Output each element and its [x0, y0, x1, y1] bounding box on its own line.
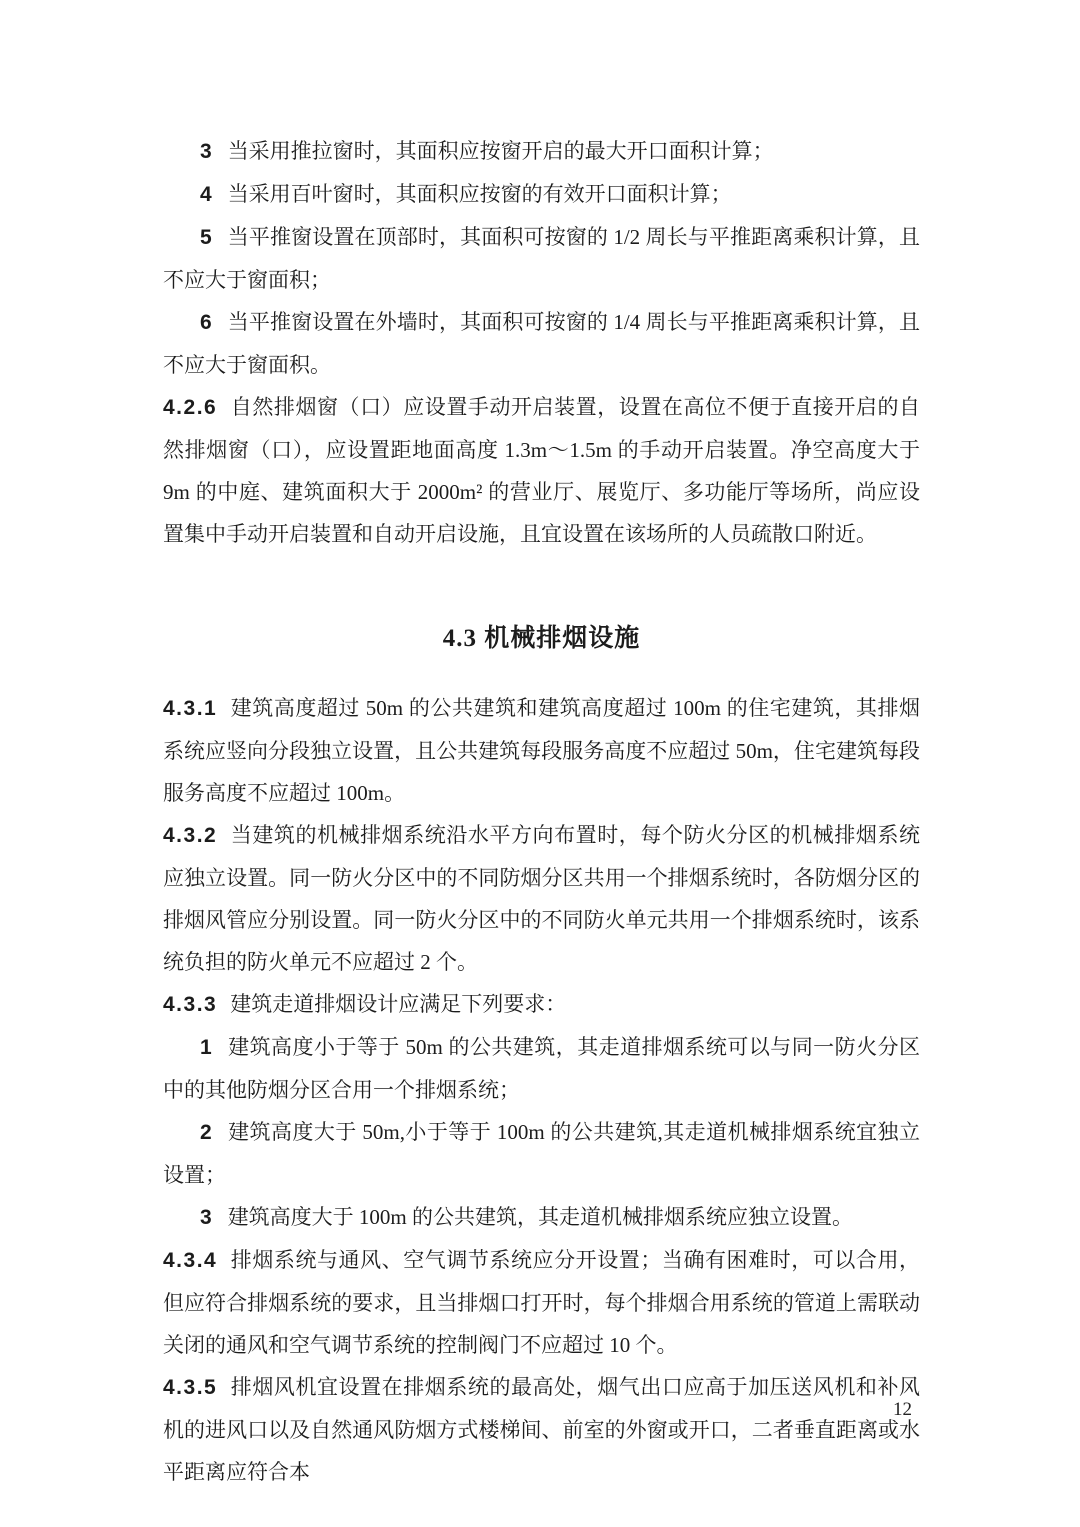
item-number: 2 — [200, 1121, 212, 1144]
item-text: 建筑高度大于 50m,小于等于 100m 的公共建筑,其走道机械排烟系统宜独立设置； — [163, 1120, 920, 1187]
clause-number: 4.2.6 — [163, 396, 218, 419]
clause-text: 自然排烟窗（口）应设置手动开启装置，设置在高位不便于直接开启的自然排烟窗（口），应设置距地面高度 1.3m～1.5m 的手动开启装置。净空高度大于 9m 的中庭、建筑面积大于 2000m² 的营业厅、展览厅、多功能厅等场所，尚应设置集中手动开启装置和自动开启设施，且宜设置在该场所的人员疏散口附近。 — [163, 395, 920, 546]
item-text: 当采用百叶窗时，其面积应按窗的有效开口面积计算； — [227, 182, 732, 206]
item-number: 5 — [200, 226, 212, 249]
clause-text: 当建筑的机械排烟系统沿水平方向布置时，每个防火分区的机械排烟系统应独立设置。同一防火分区中的不同防烟分区共用一个排烟系统时，各防烟分区的排烟风管应分别设置。同一防火分区中的不同防火单元共用一个排烟系统时，该系统负担的防火单元不应超过 2 个。 — [163, 823, 920, 974]
item-text: 当平推窗设置在外墙时，其面积可按窗的 1/4 周长与平推距离乘积计算，且不应大于窗面积。 — [163, 310, 920, 377]
item-number: 3 — [200, 1206, 212, 1229]
clause-text: 建筑走道排烟设计应满足下列要求： — [230, 992, 567, 1016]
item-text: 当平推窗设置在顶部时，其面积可按窗的 1/2 周长与平推距离乘积计算，且不应大于窗面积； — [163, 225, 920, 292]
clause-4-3-1 — [163, 687, 920, 814]
clause-4-3-3 — [163, 983, 920, 1026]
item-text: 建筑高度小于等于 50m 的公共建筑，其走道排烟系统可以与同一防火分区中的其他防烟分区合用一个排烟系统； — [163, 1035, 920, 1102]
clause-4-2-6 — [163, 386, 920, 555]
clause-text: 建筑高度超过 50m 的公共建筑和建筑高度超过 100m 的住宅建筑，其排烟系统应竖向分段独立设置，且公共建筑每段服务高度不应超过 50m，住宅建筑每段服务高度不应超过 100m。 — [163, 696, 920, 805]
clause-number: 4.3.5 — [163, 1376, 218, 1399]
page-number: 12 — [893, 1399, 912, 1420]
clause-number: 4.3.2 — [163, 824, 218, 847]
list-item-4-3-3-2 — [163, 1111, 920, 1196]
list-item-3 — [163, 130, 920, 173]
list-item-4-3-3-3 — [163, 1196, 920, 1239]
section-heading-4-3: 4.3 机械排烟设施 — [442, 625, 641, 652]
list-item-4-3-3-1 — [163, 1026, 920, 1111]
clause-4-3-5 — [163, 1366, 920, 1493]
clause-text: 排烟风机宜设置在排烟系统的最高处，烟气出口应高于加压送风机和补风机的进风口以及自然通风防烟方式楼梯间、前室的外窗或开口，二者垂直距离或水平距离应符合本 — [163, 1375, 920, 1484]
clause-number: 4.3.4 — [163, 1249, 218, 1272]
clause-text: 排烟系统与通风、空气调节系统应分开设置；当确有困难时，可以合用，但应符合排烟系统的要求，且当排烟口打开时，每个排烟合用系统的管道上需联动关闭的通风和空气调节系统的控制阀门不应超过 10 个。 — [163, 1248, 920, 1357]
item-text: 建筑高度大于 100m 的公共建筑，其走道机械排烟系统应独立设置。 — [227, 1205, 854, 1229]
item-number: 6 — [200, 311, 212, 334]
clause-4-3-4 — [163, 1239, 920, 1366]
item-number: 1 — [200, 1036, 212, 1059]
clause-number: 4.3.3 — [163, 993, 218, 1016]
list-item-5 — [163, 216, 920, 301]
document-body — [163, 130, 920, 1493]
item-number: 4 — [200, 183, 212, 206]
item-number: 3 — [200, 140, 212, 163]
clause-number: 4.3.1 — [163, 697, 218, 720]
item-text: 当采用推拉窗时，其面积应按窗开启的最大开口面积计算； — [227, 139, 774, 163]
list-item-6 — [163, 301, 920, 386]
list-item-4 — [163, 173, 920, 216]
clause-4-3-2 — [163, 814, 920, 983]
